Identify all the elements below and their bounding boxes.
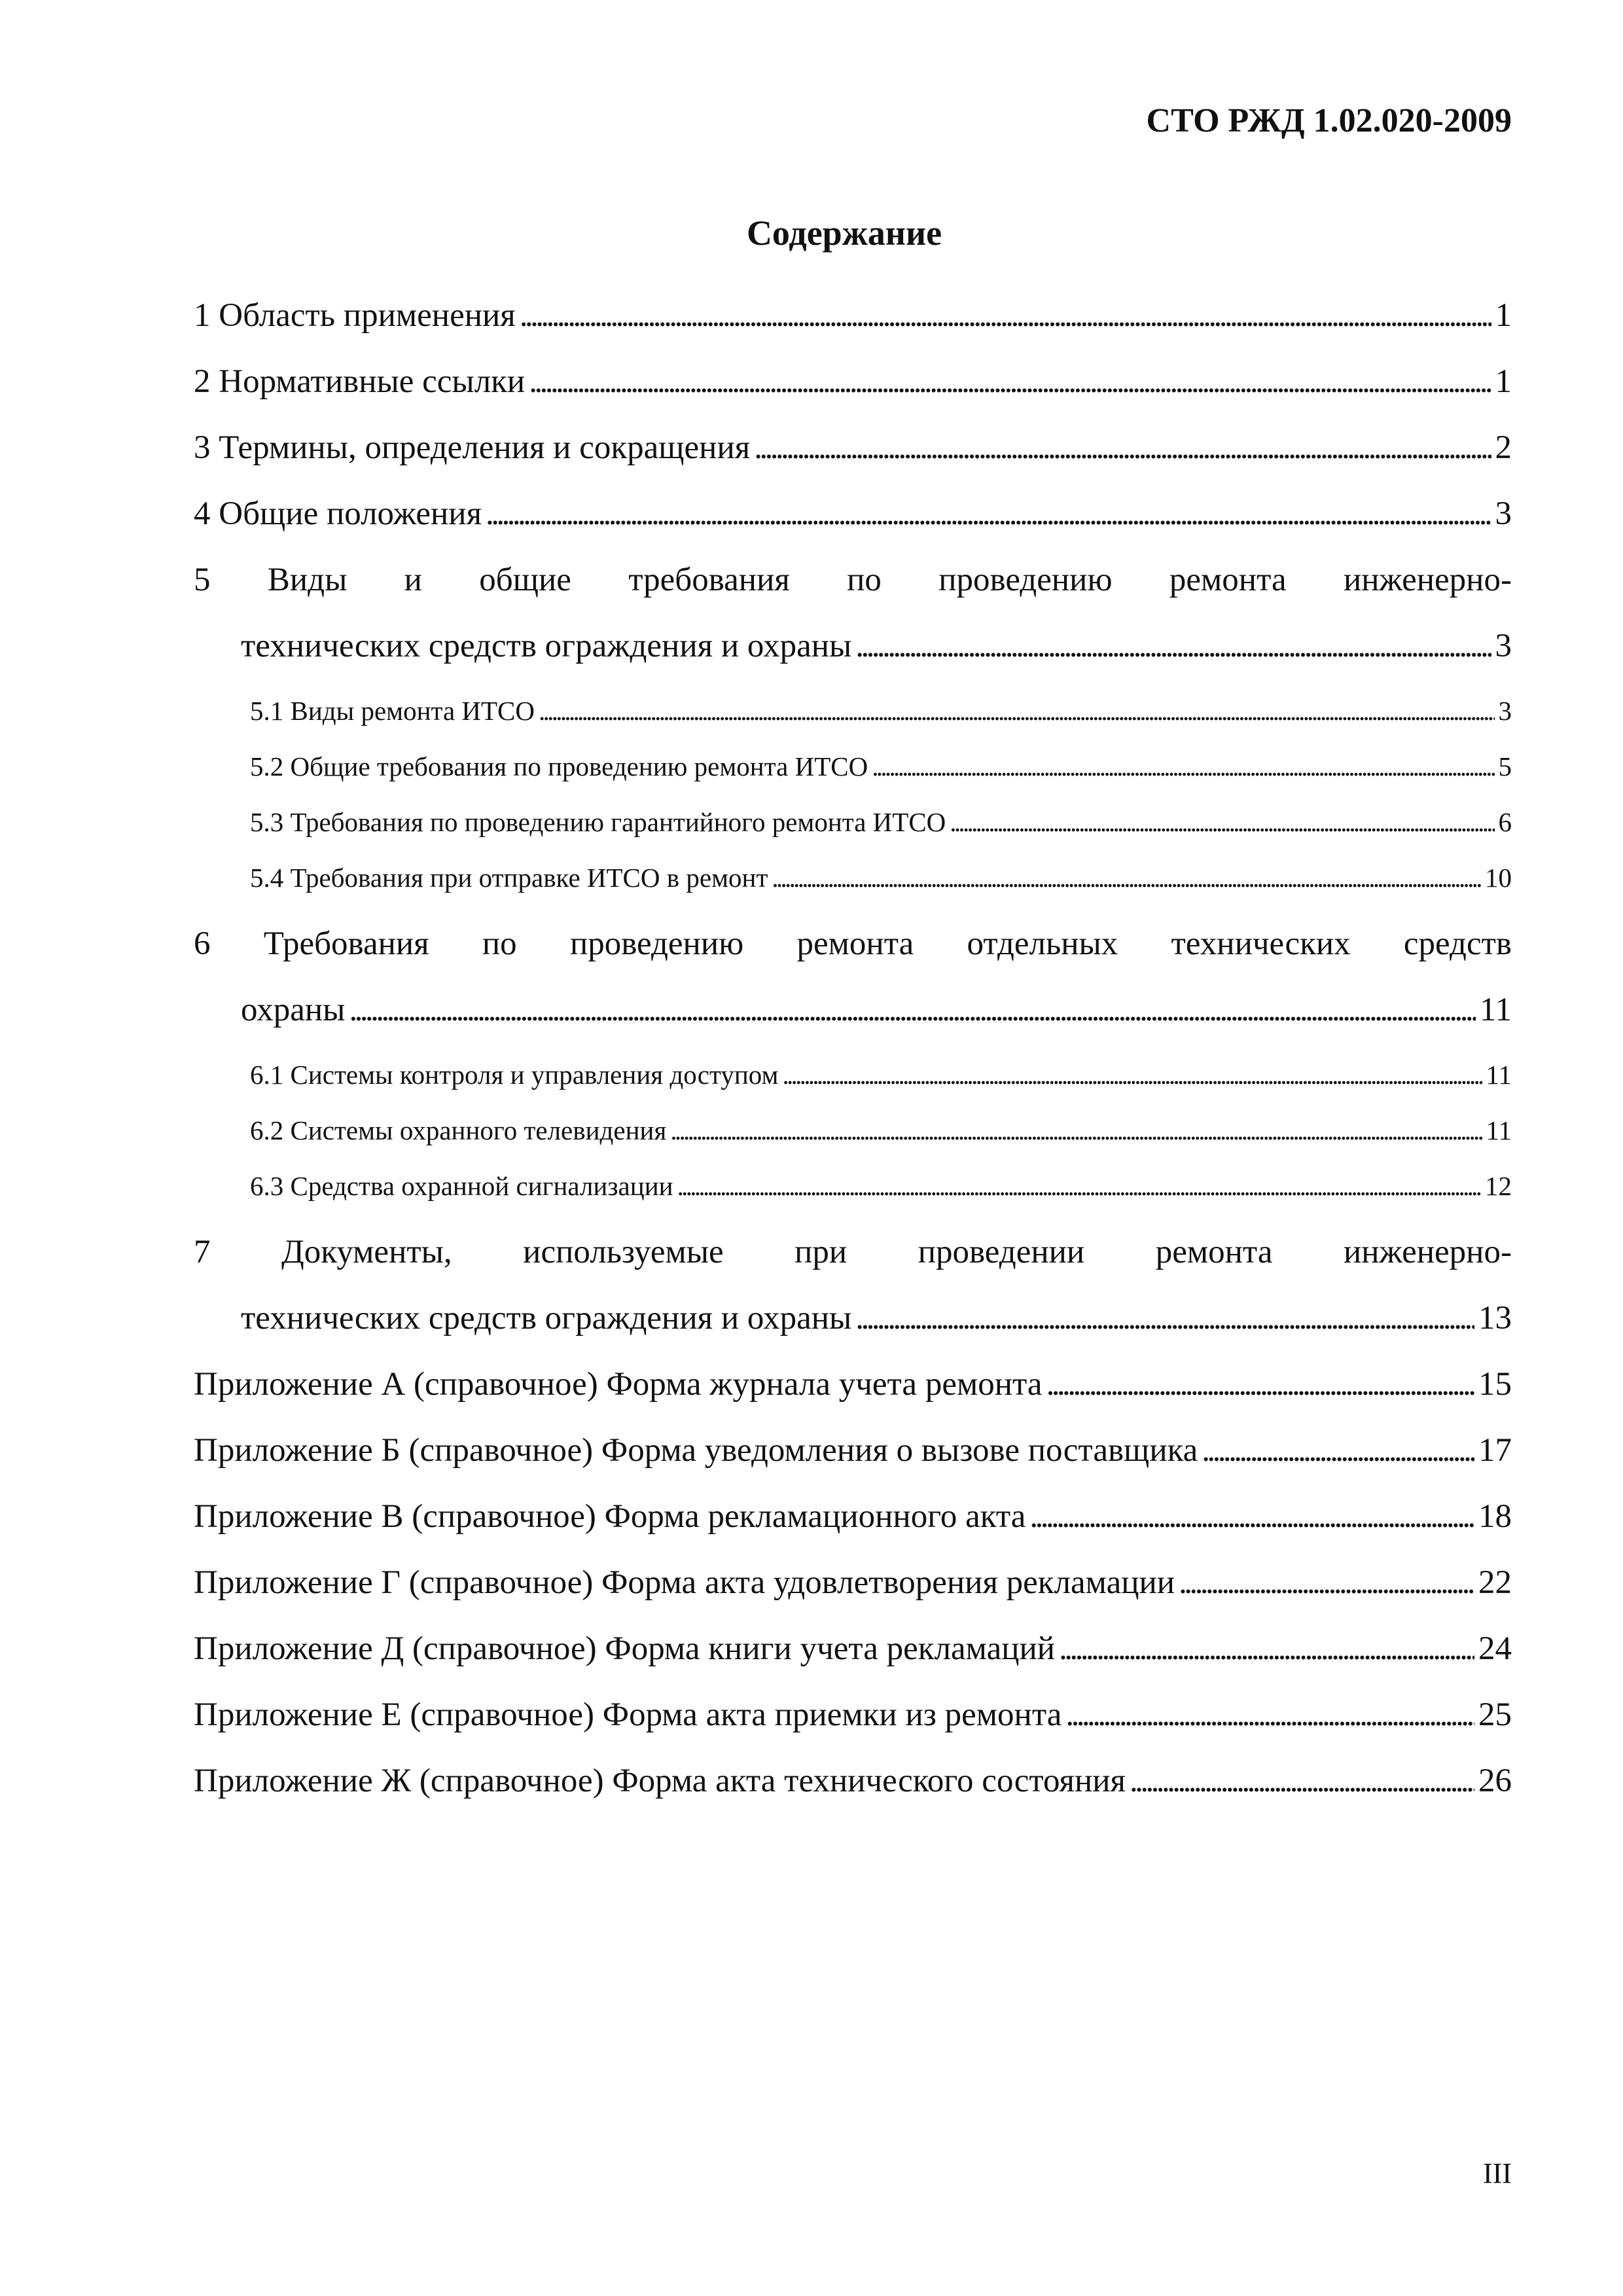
dot-leader [1065,1682,1474,1748]
toc-entry-appendix-g[interactable] [194,1550,1512,1616]
toc-entry-label-line1 [194,547,1512,613]
toc-entry-label: 3 Термины, определения и сокращения [194,429,751,466]
toc-entry-page: 24 [1478,1630,1512,1667]
toc-entry-label: 6.1 Системы контроля и управления доступом [250,1060,779,1090]
toc-entry-label: Приложение Д (справочное) Форма книги учета рекламаций [194,1630,1056,1667]
toc-entry-2[interactable] [194,349,1512,415]
toc-entry-appendix-a[interactable] [194,1352,1512,1418]
toc-entry-page: 2 [1495,429,1512,466]
dot-leader [1202,1418,1474,1484]
toc-entry-page: 1 [1495,363,1512,400]
toc-entry-label-line2 [194,1285,1512,1352]
toc-entry-page: 3 [1498,696,1512,726]
toc-entry-5-2[interactable] [194,739,1512,795]
toc-entry-page: 10 [1485,863,1512,893]
toc-word: инженерно- [1343,1234,1512,1270]
dot-leader [670,1103,1482,1158]
toc-word: отдельных [967,925,1118,962]
dot-leader [872,739,1494,795]
toc-entry-page: 1 [1495,297,1512,334]
toc-entry-appendix-b[interactable] [194,1418,1512,1484]
toc-entry-page: 3 [1495,495,1512,532]
toc-entry-page: 15 [1478,1366,1512,1403]
toc-title: Содержание [746,213,942,253]
toc-entry-label: 4 Общие положения [194,495,482,532]
toc-word: Виды [267,562,348,598]
toc-entry-1[interactable] [194,283,1512,349]
toc-entry-appendix-zh[interactable] [194,1748,1512,1814]
toc-word: проведении [918,1234,1085,1270]
toc-entry-appendix-d[interactable] [194,1616,1512,1682]
toc-entry-label: 5.2 Общие требования по проведению ремонта ИТСО [250,751,868,781]
toc-word: 5 [194,562,211,598]
toc-entry-label: 6.2 Системы охранного телевидения [250,1115,667,1145]
dot-leader [772,850,1481,906]
toc-word: ремонта [796,925,914,962]
toc-entry-7[interactable] [194,1219,1512,1352]
toc-entry-4[interactable] [194,481,1512,547]
toc-entry-label: 6.3 Средства охранной сигнализации [250,1171,673,1201]
toc-entry-label-line1 [194,911,1512,977]
dot-leader [855,1285,1474,1352]
toc-word: требования [628,562,790,598]
toc-entry-page: 11 [1486,1060,1512,1090]
dot-leader [754,415,1491,481]
toc-entry-5-1[interactable] [194,683,1512,739]
toc-entry-5-4[interactable] [194,850,1512,906]
toc-entry-label: 2 Нормативные ссылки [194,363,526,400]
toc-entry-label-line2 [194,977,1512,1043]
toc-word: по [847,562,882,598]
dot-leader [349,977,1475,1043]
toc-word: ремонта [1155,1234,1273,1270]
dot-leader [486,481,1491,547]
toc-entry-label: Приложение В (справочное) Форма рекламационного акта [194,1498,1026,1535]
toc-entry-page: 25 [1478,1696,1512,1733]
dot-leader [1130,1748,1474,1814]
toc-word: используемые [523,1234,724,1270]
toc-word: и [404,562,422,598]
dot-leader [1059,1616,1474,1682]
toc-entry-label: технических средств ограждения и охраны [241,628,852,664]
toc-entry-page: 6 [1498,807,1512,837]
toc-entry-6-3[interactable] [194,1158,1512,1214]
dot-leader [520,283,1491,349]
toc-word: проведению [569,925,744,962]
toc-entry-page: 12 [1485,1171,1512,1201]
table-of-contents [194,283,1512,1814]
toc-entry-6-2[interactable] [194,1103,1512,1158]
toc-entry-page: 5 [1498,751,1512,781]
toc-entry-page: 26 [1478,1763,1512,1799]
dot-leader [539,683,1494,739]
toc-entry-label-line1 [194,1219,1512,1285]
dot-leader [950,795,1494,850]
dot-leader [677,1158,1481,1214]
document-code: СТО РЖД 1.02.020-2009 [1146,102,1512,139]
toc-word: по [482,925,517,962]
toc-entry-6[interactable] [194,911,1512,1043]
toc-entry-appendix-e[interactable] [194,1682,1512,1748]
toc-entry-5-3[interactable] [194,795,1512,850]
toc-entry-appendix-v[interactable] [194,1484,1512,1550]
toc-entry-label: Приложение Ж (справочное) Форма акта технического состояния [194,1763,1126,1799]
toc-entry-page: 11 [1479,992,1512,1028]
toc-word: общие [479,562,571,598]
dot-leader [529,349,1491,415]
toc-entry-label: 1 Область применения [194,297,516,334]
toc-entry-page: 22 [1478,1564,1512,1601]
toc-word: 6 [194,925,211,962]
toc-entry-page: 18 [1478,1498,1512,1535]
toc-entry-label: 5.3 Требования по проведению гарантийного ремонта ИТСО [250,807,946,837]
dot-leader [855,613,1491,679]
toc-entry-5[interactable] [194,547,1512,679]
toc-entry-label: технических средств ограждения и охраны [241,1300,852,1336]
toc-entry-label: Приложение Б (справочное) Форма уведомления о вызове поставщика [194,1432,1198,1469]
toc-entry-label: 5.4 Требования при отправке ИТСО в ремонт [250,863,768,893]
toc-entry-label: Приложение Г (справочное) Форма акта удовлетворения рекламации [194,1564,1175,1601]
toc-word: при [794,1234,847,1270]
toc-word: 7 [194,1234,211,1270]
dot-leader [782,1047,1482,1103]
toc-word: ремонта [1169,562,1287,598]
toc-entry-page: 3 [1495,628,1512,664]
toc-word: проведению [938,562,1113,598]
toc-word: инженерно- [1343,562,1512,598]
toc-entry-page: 17 [1478,1432,1512,1469]
toc-entry-label: 5.1 Виды ремонта ИТСО [250,696,535,726]
toc-entry-page: 11 [1486,1115,1512,1145]
toc-entry-label: охраны [241,992,346,1028]
toc-entry-page: 13 [1478,1300,1512,1336]
page-number: III [1483,2157,1512,2189]
toc-entry-3[interactable] [194,415,1512,481]
toc-word: Требования [263,925,429,962]
dot-leader [1046,1352,1474,1418]
toc-word: Документы, [281,1234,452,1270]
toc-entry-label: Приложение А (справочное) Форма журнала учета ремонта [194,1366,1043,1403]
dot-leader [1179,1550,1474,1616]
dot-leader [1029,1484,1474,1550]
toc-word: технических [1171,925,1351,962]
toc-entry-label: Приложение Е (справочное) Форма акта приемки из ремонта [194,1696,1062,1733]
toc-entry-label-line2 [194,613,1512,679]
toc-word: средств [1403,925,1512,962]
toc-entry-6-1[interactable] [194,1047,1512,1103]
